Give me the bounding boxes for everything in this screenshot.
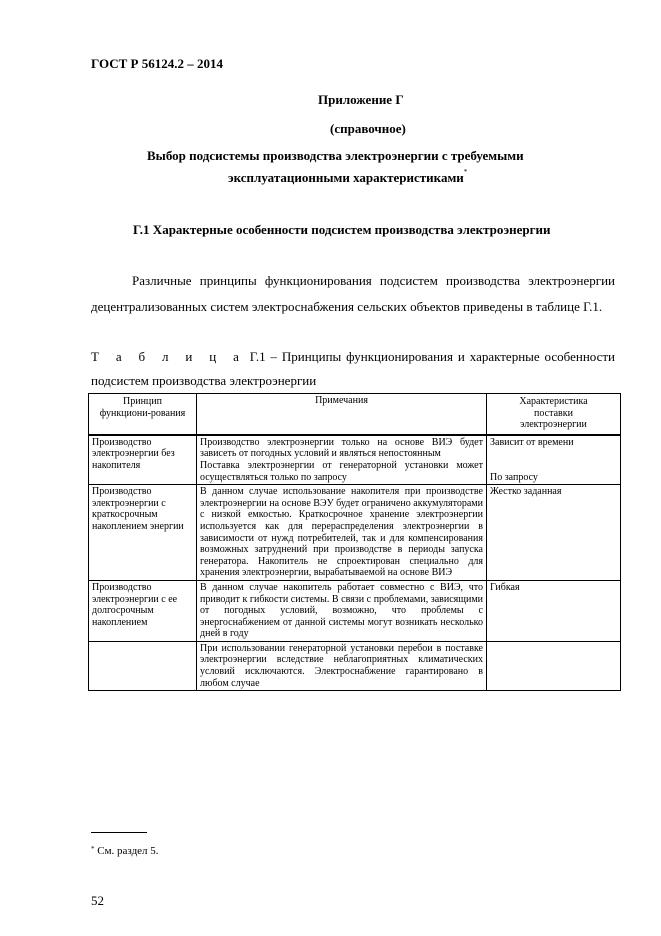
cell-characteristic	[487, 435, 621, 485]
footnote-ref: *	[463, 168, 468, 176]
note-text: Поставка электроэнергии от генераторной установки может осуществляться только по запросу	[200, 459, 483, 483]
cell-notes: При использовании генераторной установки перебои в поставке электроэнергии вследствие неблагоприятных климатических условий исключаются. Электроснабжение гарантировано в любом случае	[197, 641, 487, 690]
selection-title-line1: Выбор подсистемы производства электроэнергии с требуемыми	[147, 148, 524, 163]
cell-characteristic: Гибкая	[487, 580, 621, 641]
table-row	[89, 641, 621, 690]
footnote-text: См. раздел 5.	[94, 845, 159, 857]
selection-title-line2-text: эксплуатационными характеристиками	[228, 170, 464, 185]
table-caption-label: Т а б л и ц а	[91, 349, 245, 364]
appendix-title: Приложение Г	[318, 92, 404, 107]
header-principle: Принцип функциони-рования	[89, 394, 197, 435]
selection-title-line2	[228, 170, 467, 186]
appendix-subtitle: (справочное)	[330, 121, 406, 136]
characteristic-text: По запросу	[490, 471, 538, 483]
table-caption-text: Г.1 – Принципы функционирования и характерные особенности подсистем производства электроэнергии	[91, 349, 616, 388]
footnote-mark: *	[91, 845, 95, 853]
page-number: 52	[91, 893, 104, 908]
cell-principle	[89, 641, 197, 690]
footnote-separator	[91, 832, 147, 833]
cell-notes	[197, 435, 487, 485]
section-paragraph: Различные принципы функционирования подсистем производства электроэнергии децентрализованных систем электроснабжения сельских объектов приведены в таблице Г.1.	[91, 273, 615, 314]
footnote	[91, 845, 159, 857]
cell-notes: В данном случае накопитель работает совместно с ВИЭ, что приводит к гибкости системы. В связи с проблемами, зависящими от погодных условий, возможно, что проблемы с энергоснабжением от данной системы могут возникать несколько дней в году	[197, 580, 487, 641]
header-characteristic: Характеристика поставки электроэнергии	[487, 394, 621, 435]
table-header-row	[89, 394, 621, 435]
cell-characteristic	[487, 641, 621, 690]
standard-header: ГОСТ Р 56124.2 – 2014	[91, 56, 223, 71]
principles-table	[88, 393, 621, 691]
table-row	[89, 435, 621, 485]
table-row	[89, 580, 621, 641]
cell-principle: Производство электроэнергии с ее долгосрочным накоплением	[89, 580, 197, 641]
cell-notes: В данном случае использование накопителя при производстве электроэнергии на основе ВЭУ будет ограничено аккумуляторами с низкой емкостью. Краткосрочное хранение электроэнергии используется как для перераспределения электроэнергии в зависимости от нужд потребителей, так и для компенсирования возможных затруднений при производстве в периоды запуска генератора. Накопитель не спроектирован специально для хранения электроэнергии, вырабатываемой на основе ВИЭ	[197, 485, 487, 581]
cell-characteristic: Жестко заданная	[487, 485, 621, 581]
table-caption	[91, 345, 615, 393]
header-notes: Примечания	[197, 394, 487, 435]
cell-principle: Производство электроэнергии без накопителя	[89, 435, 197, 485]
cell-principle: Производство электроэнергии с краткосрочным накоплением энергии	[89, 485, 197, 581]
note-text: Производство электроэнергии только на основе ВИЭ будет зависеть от погодных условий и являться непостоянным	[200, 436, 483, 460]
section-heading: Г.1 Характерные особенности подсистем производства электроэнергии	[133, 222, 551, 237]
characteristic-text: Зависит от времени	[490, 436, 574, 448]
table-row	[89, 485, 621, 581]
